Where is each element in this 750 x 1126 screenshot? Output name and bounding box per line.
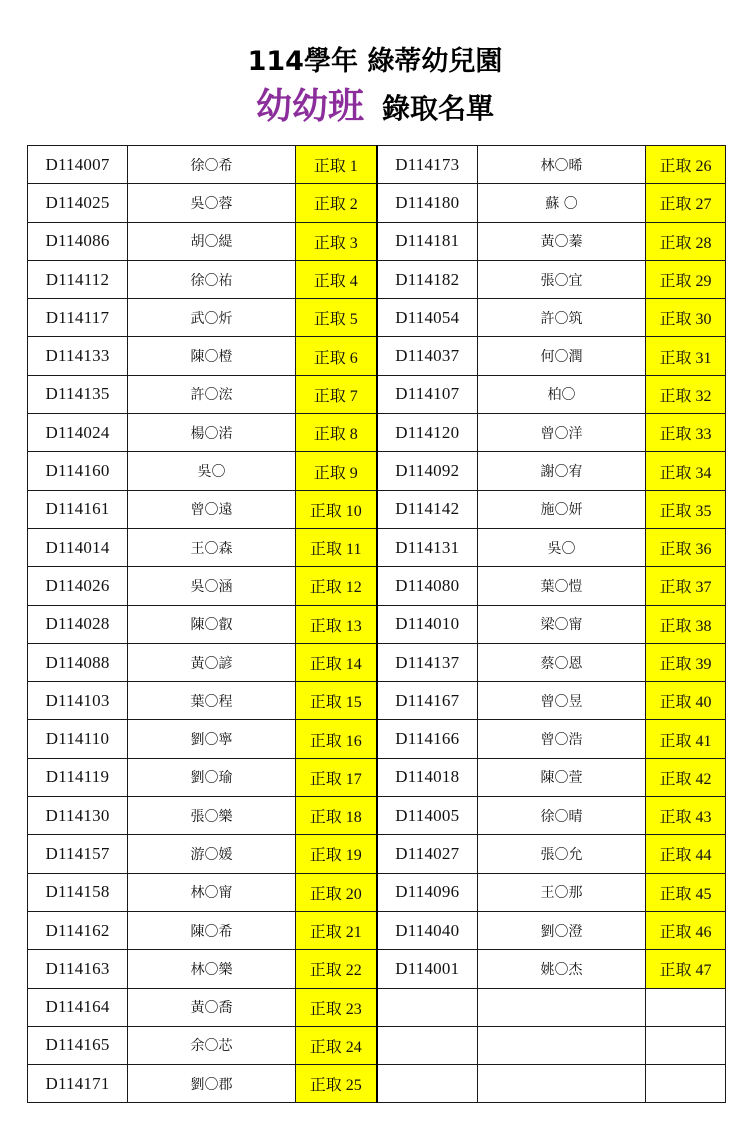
left-applicant-name: 吳〇涵	[128, 567, 296, 605]
right-applicant-id: D114010	[377, 605, 478, 643]
right-applicant-name: 姚〇杰	[478, 950, 646, 988]
table-row	[28, 720, 726, 758]
right-empty-cell	[646, 1065, 726, 1103]
right-applicant-id: D114142	[377, 490, 478, 528]
table-row	[28, 643, 726, 681]
left-applicant-id: D114171	[28, 1065, 128, 1103]
right-applicant-name: 施〇妍	[478, 490, 646, 528]
left-applicant-name: 楊〇渃	[128, 414, 296, 452]
right-admission-status: 正取 44	[646, 835, 726, 873]
left-applicant-id: D114025	[28, 184, 128, 222]
left-applicant-id: D114164	[28, 988, 128, 1026]
left-applicant-name: 劉〇郡	[128, 1065, 296, 1103]
left-applicant-id: D114088	[28, 643, 128, 681]
right-applicant-id: D114018	[377, 758, 478, 796]
list-title: 錄取名單	[382, 92, 495, 125]
left-applicant-name: 武〇炘	[128, 299, 296, 337]
right-applicant-name: 何〇潤	[478, 337, 646, 375]
left-admission-status: 正取 22	[296, 950, 377, 988]
right-admission-status: 正取 43	[646, 797, 726, 835]
table-row	[28, 797, 726, 835]
left-applicant-name: 林〇甯	[128, 873, 296, 911]
right-applicant-name: 黃〇蓁	[478, 222, 646, 260]
right-empty-cell	[646, 988, 726, 1026]
right-applicant-name: 陳〇萱	[478, 758, 646, 796]
right-admission-status: 正取 27	[646, 184, 726, 222]
right-applicant-name: 徐〇晴	[478, 797, 646, 835]
left-applicant-id: D114161	[28, 490, 128, 528]
right-admission-status: 正取 36	[646, 528, 726, 566]
right-admission-status: 正取 32	[646, 375, 726, 413]
class-name: 幼幼班	[255, 86, 364, 127]
left-applicant-id: D114162	[28, 911, 128, 949]
table-row	[28, 222, 726, 260]
left-admission-status: 正取 18	[296, 797, 377, 835]
right-applicant-id: D114180	[377, 184, 478, 222]
page-title: 114學年 綠蒂幼兒園	[247, 46, 503, 77]
right-applicant-id: D114131	[377, 528, 478, 566]
left-admission-status: 正取 17	[296, 758, 377, 796]
table-row	[28, 452, 726, 490]
right-applicant-name: 曾〇洋	[478, 414, 646, 452]
left-applicant-id: D114119	[28, 758, 128, 796]
table-row	[28, 835, 726, 873]
right-applicant-id: D114040	[377, 911, 478, 949]
left-applicant-id: D114024	[28, 414, 128, 452]
right-applicant-id: D114001	[377, 950, 478, 988]
right-admission-status: 正取 39	[646, 643, 726, 681]
left-applicant-name: 王〇森	[128, 528, 296, 566]
left-applicant-id: D114158	[28, 873, 128, 911]
table-row	[28, 528, 726, 566]
left-admission-status: 正取 13	[296, 605, 377, 643]
admission-table-body	[28, 146, 726, 1103]
table-row	[28, 873, 726, 911]
right-admission-status: 正取 42	[646, 758, 726, 796]
table-row	[28, 911, 726, 949]
table-row	[28, 260, 726, 298]
left-applicant-id: D114130	[28, 797, 128, 835]
left-applicant-id: D114165	[28, 1026, 128, 1064]
right-empty-cell	[377, 988, 478, 1026]
left-admission-status: 正取 3	[296, 222, 377, 260]
right-applicant-id: D114054	[377, 299, 478, 337]
right-applicant-name: 梁〇甯	[478, 605, 646, 643]
right-applicant-name: 蔡〇恩	[478, 643, 646, 681]
right-applicant-name: 張〇宜	[478, 260, 646, 298]
left-applicant-name: 游〇媛	[128, 835, 296, 873]
right-applicant-id: D114080	[377, 567, 478, 605]
left-admission-status: 正取 7	[296, 375, 377, 413]
left-admission-status: 正取 16	[296, 720, 377, 758]
right-empty-cell	[478, 988, 646, 1026]
left-applicant-name: 黃〇喬	[128, 988, 296, 1026]
left-applicant-id: D114086	[28, 222, 128, 260]
right-applicant-name: 曾〇浩	[478, 720, 646, 758]
left-applicant-name: 陳〇希	[128, 911, 296, 949]
left-applicant-id: D114110	[28, 720, 128, 758]
right-applicant-id: D114120	[377, 414, 478, 452]
right-applicant-name: 劉〇澄	[478, 911, 646, 949]
right-empty-cell	[377, 1065, 478, 1103]
right-applicant-id: D114096	[377, 873, 478, 911]
left-admission-status: 正取 24	[296, 1026, 377, 1064]
page-subtitle	[0, 84, 750, 136]
right-applicant-id: D114137	[377, 643, 478, 681]
left-admission-status: 正取 5	[296, 299, 377, 337]
left-applicant-id: D114007	[28, 146, 128, 184]
left-applicant-id: D114163	[28, 950, 128, 988]
table-row	[28, 299, 726, 337]
right-admission-status: 正取 26	[646, 146, 726, 184]
table-row	[28, 490, 726, 528]
right-applicant-id: D114181	[377, 222, 478, 260]
right-empty-cell	[478, 1065, 646, 1103]
left-applicant-name: 劉〇寧	[128, 720, 296, 758]
right-admission-status: 正取 46	[646, 911, 726, 949]
left-applicant-name: 陳〇叡	[128, 605, 296, 643]
right-admission-status: 正取 45	[646, 873, 726, 911]
right-applicant-id: D114037	[377, 337, 478, 375]
table-row	[28, 988, 726, 1026]
left-applicant-name: 林〇樂	[128, 950, 296, 988]
table-row	[28, 1065, 726, 1103]
table-row	[28, 567, 726, 605]
left-admission-status: 正取 8	[296, 414, 377, 452]
left-applicant-id: D114026	[28, 567, 128, 605]
right-empty-cell	[377, 1026, 478, 1064]
left-applicant-name: 徐〇祐	[128, 260, 296, 298]
left-applicant-name: 黃〇諺	[128, 643, 296, 681]
left-applicant-name: 吳〇	[128, 452, 296, 490]
left-applicant-name: 胡〇緹	[128, 222, 296, 260]
right-applicant-name: 曾〇昱	[478, 682, 646, 720]
table-row	[28, 950, 726, 988]
right-empty-cell	[478, 1026, 646, 1064]
right-applicant-name: 張〇允	[478, 835, 646, 873]
right-applicant-name: 葉〇愷	[478, 567, 646, 605]
right-applicant-name: 蘇 〇	[478, 184, 646, 222]
left-applicant-name: 余〇芯	[128, 1026, 296, 1064]
right-applicant-id: D114005	[377, 797, 478, 835]
left-applicant-id: D114133	[28, 337, 128, 375]
table-row	[28, 146, 726, 184]
right-applicant-name: 謝〇宥	[478, 452, 646, 490]
left-applicant-id: D114014	[28, 528, 128, 566]
left-admission-status: 正取 9	[296, 452, 377, 490]
left-applicant-name: 劉〇瑜	[128, 758, 296, 796]
left-admission-status: 正取 25	[296, 1065, 377, 1103]
right-admission-status: 正取 33	[646, 414, 726, 452]
right-admission-status: 正取 29	[646, 260, 726, 298]
right-applicant-name: 王〇那	[478, 873, 646, 911]
left-applicant-id: D114117	[28, 299, 128, 337]
table-row	[28, 1026, 726, 1064]
left-admission-status: 正取 21	[296, 911, 377, 949]
left-admission-status: 正取 11	[296, 528, 377, 566]
left-admission-status: 正取 10	[296, 490, 377, 528]
table-row	[28, 337, 726, 375]
right-applicant-id: D114167	[377, 682, 478, 720]
left-applicant-name: 陳〇橙	[128, 337, 296, 375]
left-applicant-name: 徐〇希	[128, 146, 296, 184]
left-applicant-id: D114112	[28, 260, 128, 298]
left-applicant-id: D114157	[28, 835, 128, 873]
left-admission-status: 正取 12	[296, 567, 377, 605]
right-admission-status: 正取 40	[646, 682, 726, 720]
right-applicant-id: D114027	[377, 835, 478, 873]
right-applicant-id: D114182	[377, 260, 478, 298]
table-row	[28, 605, 726, 643]
left-applicant-id: D114160	[28, 452, 128, 490]
right-admission-status: 正取 37	[646, 567, 726, 605]
right-admission-status: 正取 38	[646, 605, 726, 643]
table-row	[28, 414, 726, 452]
right-applicant-name: 許〇筑	[478, 299, 646, 337]
left-admission-status: 正取 1	[296, 146, 377, 184]
left-applicant-id: D114103	[28, 682, 128, 720]
right-admission-status: 正取 28	[646, 222, 726, 260]
admission-list	[27, 145, 725, 1103]
left-applicant-id: D114135	[28, 375, 128, 413]
right-empty-cell	[646, 1026, 726, 1064]
right-admission-status: 正取 41	[646, 720, 726, 758]
left-admission-status: 正取 20	[296, 873, 377, 911]
right-admission-status: 正取 35	[646, 490, 726, 528]
right-applicant-name: 吳〇	[478, 528, 646, 566]
right-admission-status: 正取 47	[646, 950, 726, 988]
right-admission-status: 正取 34	[646, 452, 726, 490]
table-row	[28, 375, 726, 413]
left-admission-status: 正取 19	[296, 835, 377, 873]
right-applicant-id: D114092	[377, 452, 478, 490]
table-row	[28, 184, 726, 222]
left-admission-status: 正取 15	[296, 682, 377, 720]
left-applicant-name: 吳〇蓉	[128, 184, 296, 222]
left-applicant-id: D114028	[28, 605, 128, 643]
left-admission-status: 正取 14	[296, 643, 377, 681]
left-applicant-name: 曾〇遠	[128, 490, 296, 528]
left-admission-status: 正取 4	[296, 260, 377, 298]
right-applicant-id: D114173	[377, 146, 478, 184]
left-admission-status: 正取 6	[296, 337, 377, 375]
left-applicant-name: 張〇樂	[128, 797, 296, 835]
left-applicant-name: 許〇浤	[128, 375, 296, 413]
admission-table	[27, 145, 726, 1103]
table-row	[28, 682, 726, 720]
table-row	[28, 758, 726, 796]
right-admission-status: 正取 31	[646, 337, 726, 375]
left-admission-status: 正取 23	[296, 988, 377, 1026]
right-applicant-name: 林〇晞	[478, 146, 646, 184]
right-applicant-name: 柏〇	[478, 375, 646, 413]
right-applicant-id: D114166	[377, 720, 478, 758]
left-admission-status: 正取 2	[296, 184, 377, 222]
right-applicant-id: D114107	[377, 375, 478, 413]
right-admission-status: 正取 30	[646, 299, 726, 337]
left-applicant-name: 葉〇程	[128, 682, 296, 720]
